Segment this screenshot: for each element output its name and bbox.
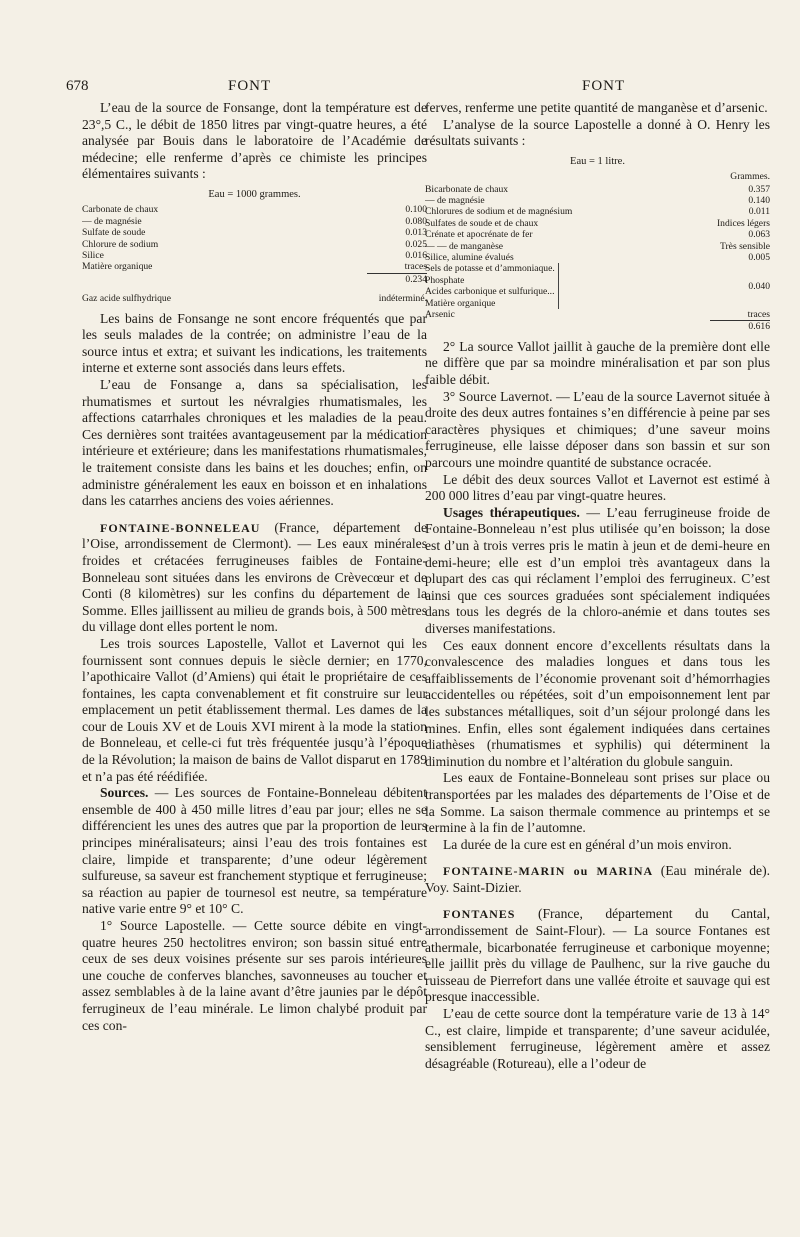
right-column [425,100,770,1072]
analysis-table-fonsange [82,189,427,305]
sources-title: Sources. [100,785,149,801]
row-label: Silice [82,250,104,261]
usages-paragraph [425,505,770,638]
entry-fontaine-marin [425,863,770,896]
row-label: — de magnésie [82,215,142,227]
group-line: Sels de potasse et d’ammoniaque. [425,263,555,275]
table-row [425,252,770,263]
paragraph: L’eau de la source de Fonsange, dont la température est de 23°,5 C., le débit de 1850 litres par vingt-quatre heures, a été analysée par Bouis dans le laboratoire de l’Académie de médecine; elle renferme d’après ce chimiste les principes élémentaires suivants : [82,100,427,182]
row-value: traces [747,309,770,321]
row-value: 0.357 [748,183,770,195]
table-row [82,239,427,250]
paragraph: Les eaux de Fontaine-Bonneleau sont prises sur place ou transportées par les malades des départements de l’Oise et de la Somme. La saison thermale commence au printemps et se termine à la fin de l’automne. [425,770,770,836]
usages-title: Usages thérapeutiques. [443,504,580,520]
paragraph: L’eau de cette source dont la température varie de 13 à 14° C., est claire, limpide et transparente; d’une saveur acidulée, sensiblement ferrugineuse, légèrement amère et assez désagréable (Rotureau), elle a l’odeur de [425,1006,770,1071]
row-value: 0.013 [405,227,427,239]
row-label: Sulfates de soude et de chaux [425,217,539,229]
paragraph: 2° La source Vallot jaillit à gauche de la première dont elle ne diffère que par sa moindre minéralisation et par son plus faible débit. [425,338,770,388]
paragraph: 3° Source Lavernot. — L’eau de la source Lavernot située à droite des deux autres fontaines s’en différencie à peine par ses caractères physiques et chimiques; d’une saveur moins ferrugineuse, elle laisse déposer dans son bassin et sur son parcours une moindre quantité de substance ocracée. [425,388,770,471]
table-row [82,216,427,227]
group-value: 0.040 [748,280,770,292]
entry-text: (France, département du Cantal, arrondissement de Saint-Flour). — La source Fontanes est athermale, bicarbonatée ferrugineuse et carbonique moyenne; elle jaillit près du village de Paulhenc, sur la rive gauche du ruisseau de Pierrefort dans une vallée étroite et sauvage qui est presque inaccessible. [425,906,770,1005]
table-row [82,227,427,238]
table-row [425,229,770,240]
row-value: 0.140 [748,195,770,206]
table-row [82,261,427,272]
table-row [425,218,770,229]
table-total: 0.234 [367,273,427,285]
group-line: Phosphate [425,274,465,286]
table-row [82,293,427,304]
row-label: Chlorure de sodium [82,238,159,250]
table-row [82,250,427,261]
running-head-left: FONT [228,78,272,94]
paragraph: Les bains de Fonsange ne sont encore fréquentés que par les seuls malades de la contrée; on administre l’eau de la source intus et extra; et suivant les indications, les traitements interne et externe sont associés dans leurs effets. [82,310,427,376]
row-label: Crénate et apocrénate de fer [425,229,533,241]
table-row [425,241,770,252]
paragraph: L’eau de Fonsange a, dans sa spécialisation, les rhumatismes et surtout les névralgies rhumatismales, les affections catarrhales chroniques et les maladies de la peau. Ces dernières sont traitées avantageusement par la médication intérieure et extérieure; dans les manifestations rhumatismales, le traitement consiste dans les bains et les douches; enfin, on administre généralement les eaux en boisson et en inhalations dans les catarrhes anciens des voies aériennes. [82,377,427,509]
row-label: — de magnésie [425,195,485,206]
paragraph: La durée de la cure est en général d’un mois environ. [443,836,732,852]
entry-title: FONTAINE-BONNELEAU [100,520,261,535]
row-label: Matière organique [82,261,153,273]
usages-text: — L’eau ferrugineuse froide de Fontaine-Bonneleau n’est plus utilisée qu’en boisson; la dose est d’un à trois verres pris le matin à jeun et de demi-heure en demi-heure; elle est d’un emploi très avantageux dans la plupart des cas qui réclament l’emploi des ferrugineux. C’est ainsi que ces sources graduées sont spécialement indiquées dans tous les degrés de la chloro-anémie et dans toutes ses diverses manifestations. [425,504,770,636]
table-caption: Eau = 1 litre. [570,155,625,167]
row-label: — — de manganèse [425,240,504,252]
paragraph: Les trois sources Lapostelle, Vallot et Lavernot qui les fournissent sont connues depuis le siècle dernier; en 1770, l’apothicaire Vallot (d’Amiens) qui était le propriétaire de ces fontaines, les capta convenablement et fit construire sur leur emplacement un petit établissement thermal. Les dames de la cour de Louis XV et de Louis XVI mirent à la mode la station de Bonneleau, et celle-ci fut très fréquentée jusqu’à l’époque de la Révolution; la maison de bains de Vallot disparut en 1789 et n’a pas été réédifiée. [82,635,427,784]
paragraph: 1° Source Lapostelle. — Cette source débite en vingt-quatre heures 250 hectolitres environ; son bassin situé entre ceux de ses deux voisines présente sur ses parois intérieures une couche de conferves blanches, savonneuses au toucher et assez semblables à de la laine avant d’être jaunies par le dépôt ferrugineux de l’eau minérale. Le limon chalybé produit par ces con- [82,918,427,1033]
row-value: 0.025 [405,238,427,250]
running-head-right: FONT [582,78,626,94]
entry-text: (Eau minérale de). Voy. Saint-Dizier. [425,863,770,895]
table-row [425,184,770,195]
row-value: 0.011 [748,206,770,218]
entry-text: (France, département de l’Oise, arrondissement de Clermont). — Les eaux minérales froides et crétacées ferrugineuses faibles de Fontaine-Bonneleau sont situées dans les environs de Crèvecœur et de Conti (8 kilomètres) sur les confins du département de la Somme. Elles jaillissent au milieu de grands bois, à 500 mètres du village dont elles portent le nom. [82,519,427,635]
left-column [82,100,427,1034]
row-value: 0.005 [748,252,770,264]
sources-paragraph [82,785,427,918]
group-line: Matière organique [425,297,496,309]
row-label: Sulfate de soude [82,227,146,239]
row-value: Très sensible [719,240,770,252]
entry-title: FONTANES [443,907,516,922]
row-label: Gaz acide sulfhydrique [82,293,171,305]
table-total: 0.616 [710,320,770,332]
row-label: Chlorures de sodium et de magnésium [425,206,573,218]
paragraph: Le débit des deux sources Vallot et Lavernot est estimé à 200 000 litres d’eau par vingt-quatre heures. [425,471,770,504]
table-caption: Eau = 1000 grammes. [208,188,301,200]
table-group [425,263,770,309]
row-label: Silice, alumine évalués [425,252,514,264]
table-row [425,309,770,320]
table-row [425,206,770,217]
table-row [425,195,770,206]
row-value: 0.063 [748,229,770,241]
table-unit: Grammes. [730,171,770,183]
row-value: 0.080 [405,215,427,227]
entry-title: FONTAINE-MARIN ou MARINA [443,864,654,879]
paragraph: Ces eaux donnent encore d’excellents résultats dans la convalescence des maladies longues et dans tous les affaiblissements de l’économie provenant soit d’hémorrhagies accidentelles ou répétées, soit d’un empoisonnement lent par les substances métalliques, soit d’un séjour prolongé dans les mines. Enfin, elles sont également indiquées dans certaines diathèses (rhumatismes et syphilis) qui déterminent la diminution du nombre et l’altération du globule sanguin. [425,637,770,769]
row-value: Indices légers [716,217,770,229]
entry-fontanes [425,906,770,1006]
group-labels [425,263,559,309]
analysis-table-lapostelle [425,156,770,333]
row-label: Carbonate de chaux [82,204,159,216]
group-line: Acides carbonique et sulfurique... [425,286,555,298]
row-label: Arsenic [425,309,455,321]
paragraph: L’analyse de la source Lapostelle a donné à O. Henry les résultats suivants : [425,116,770,149]
sources-text: — Les sources de Fontaine-Bonneleau débitent ensemble de 400 à 450 mille litres d’eau par jour; elles ne se différencient les unes des autres que par la proportion de leurs principes minéralisateurs; ainsi l’eau des trois fontaines est claire, limpide et transparente; d’une odeur légèrement sulfureuse, sa saveur est franchement styptique et ferrugineuse; sa réaction au papier de tournesol est neutre, sa température native varie entre 9° et 10° C. [82,785,427,917]
row-value: 0.016 [405,250,427,261]
paragraph: ferves, renferme une petite quantité de manganèse et d’arsenic. [425,100,768,115]
page-number: 678 [66,78,89,94]
entry-fontaine-bonneleau [82,520,427,636]
row-value: indéterminé. [378,293,427,305]
row-value: 0.100 [405,204,427,216]
table-row [82,204,427,215]
row-value: traces [404,261,427,273]
row-label: Bicarbonate de chaux [425,183,509,195]
